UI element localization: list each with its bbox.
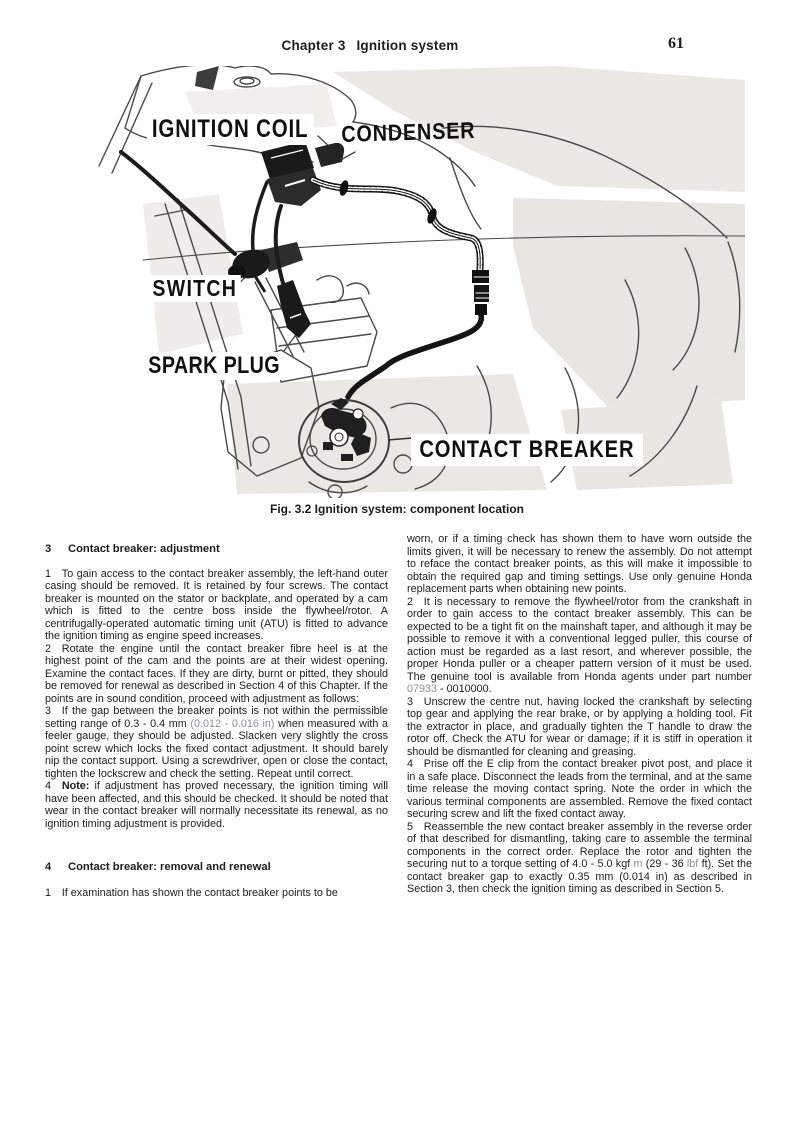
text-segment: ft). Set the contact breaker gap to exactly 0.35 mm (0.014 in) as described in Section 3, then check the ignition timing as described in Section 5.	[407, 858, 752, 895]
paragraph	[45, 780, 388, 830]
text-segment: 1 To gain access to the contact breaker assembly, the left-hand outer casing should be removed. It is retained by four screws. The contact breaker is mounted on the stator or backplate, and operated by a cam which is fitted to the centre boss inside the flywheel/rotor. A centrifugally-operated automatic timing unit (ATU) is fitted to advance the ignition timing as engine speed increases.	[45, 567, 388, 642]
text-segment: - 0010000.	[437, 683, 492, 695]
paragraph	[407, 821, 752, 896]
right-column	[407, 533, 752, 896]
paragraph	[407, 758, 752, 821]
paragraph	[407, 596, 752, 696]
text-segment: 1 If examination has shown the contact breaker points to be	[45, 886, 338, 899]
label-switch: SWITCH	[149, 275, 241, 302]
paragraph	[45, 643, 388, 706]
spark-plug-art	[277, 280, 311, 338]
text-segment: (29 - 36	[642, 858, 687, 870]
text-segment: 5 Reassemble the new contact breaker assembly in the reverse order of that described for dismantling, taking care to assemble the terminal components in the correct order. Replace the rotor and tighten the securing nut to a torque setting of 4.0 - 5.0 kgf	[407, 820, 752, 870]
figure-component-location	[85, 66, 745, 498]
left-column	[45, 543, 388, 899]
text-segment: worn, or if a timing check has shown them to have worn outside the limits given, it will be necessary to renew the assembly. Do not attempt to reface the contact breaker points, as this will make it impossible to obtain the required gap and timing settings. Use only genuine Honda replacement parts when obtaining new points.	[407, 533, 752, 595]
label-contact-breaker: CONTACT BREAKER	[411, 434, 643, 466]
text-segment: 4 Prise off the E clip from the contact breaker pivot post, and place it in a safe place. Disconnect the leads from the terminal, and at the same time release the moving contact spring. Note the order in which the various terminal components are assembled. Remove the fixed contact securing screw and lift the fixed contact away.	[407, 758, 752, 820]
text-segment: 3 If the gap between the breaker points is not within the permissible setting range of 0.3 - 0.4 mm	[45, 705, 388, 730]
label-ignition-coil: IGNITION COIL	[147, 114, 313, 145]
text-segment: lbf	[686, 858, 699, 870]
text-segment: (0.012 - 0.016 in)	[190, 717, 275, 730]
label-condenser: CONDENSER	[341, 116, 476, 147]
section-3-title: Contact breaker: adjustment	[68, 543, 220, 555]
text-segment: 4	[45, 780, 62, 792]
paragraph	[407, 533, 752, 596]
figure-caption: Fig. 3.2 Ignition system: component location	[269, 502, 525, 516]
text-segment: 3 Unscrew the centre nut, having locked the crankshaft by selecting top gear and applying the rear brake, or by applying a holding tool. Fit the extractor in place, and gradually tighten the T handle to draw the rotor off. Check the ATU for wear or damage; if it is stiff in operation it should be dismantled for cleaning and greasing.	[407, 695, 752, 758]
paragraph	[45, 568, 388, 643]
paragraph	[45, 887, 388, 900]
section-4-title: Contact breaker: removal and renewal	[68, 861, 271, 873]
text-segment: if adjustment has proved necessary, the ignition timing will have been affected, and this should be checked. It should be noted that wear in the contact breaker will normally necessitate its renewal, as no ignition timing adjustment is provided.	[45, 780, 388, 830]
paragraph	[407, 696, 752, 759]
label-spark-plug: SPARK PLUG	[145, 352, 283, 380]
headstock-art	[195, 66, 219, 90]
text-segment: 2 It is necessary to remove the flywheel/rotor from the crankshaft in order to gain access to the contact breaker assembly. This can be expected to be a tight fit on the mainshaft taper, and although it may be possible to remove it with a conventional legged puller, this course of action must be regarded as a last resort, and wherever possible, the proper Honda puller or a cheaper pattern version of it must be used. The genuine tool is available from Honda agents under part number	[407, 595, 752, 683]
section-4-number: 4	[45, 861, 52, 873]
section-4-heading	[45, 861, 388, 874]
page-number: 61	[668, 35, 684, 52]
chapter-title: Chapter 3 Ignition system	[281, 38, 459, 53]
section-3-number: 3	[45, 543, 52, 555]
section-3-heading	[45, 543, 388, 556]
text-segment: Note:	[61, 780, 90, 792]
text-segment: when measured with a feeler gauge, they should be adjusted. Slacken very slightly the cross point screw which locks the fixed contact adjustment. It should barely nip the contact support. Using a screwdriver, open or close the contact, tighten the lockscrew and check the setting. Repeat until correct.	[45, 717, 388, 780]
text-segment: 07933	[407, 683, 438, 695]
text-segment: 2 Rotate the engine until the contact breaker fibre heel is at the highest point of the cam and the points are at their widest opening. Examine the contact faces. If they are dirty, burnt or pitted, they should be removed for renewal as described in Section 4 of this Chapter. If the points are in sound condition, proceed with adjustment as follows:	[45, 642, 388, 705]
text-segment: m	[633, 858, 643, 870]
paragraph	[45, 705, 388, 780]
